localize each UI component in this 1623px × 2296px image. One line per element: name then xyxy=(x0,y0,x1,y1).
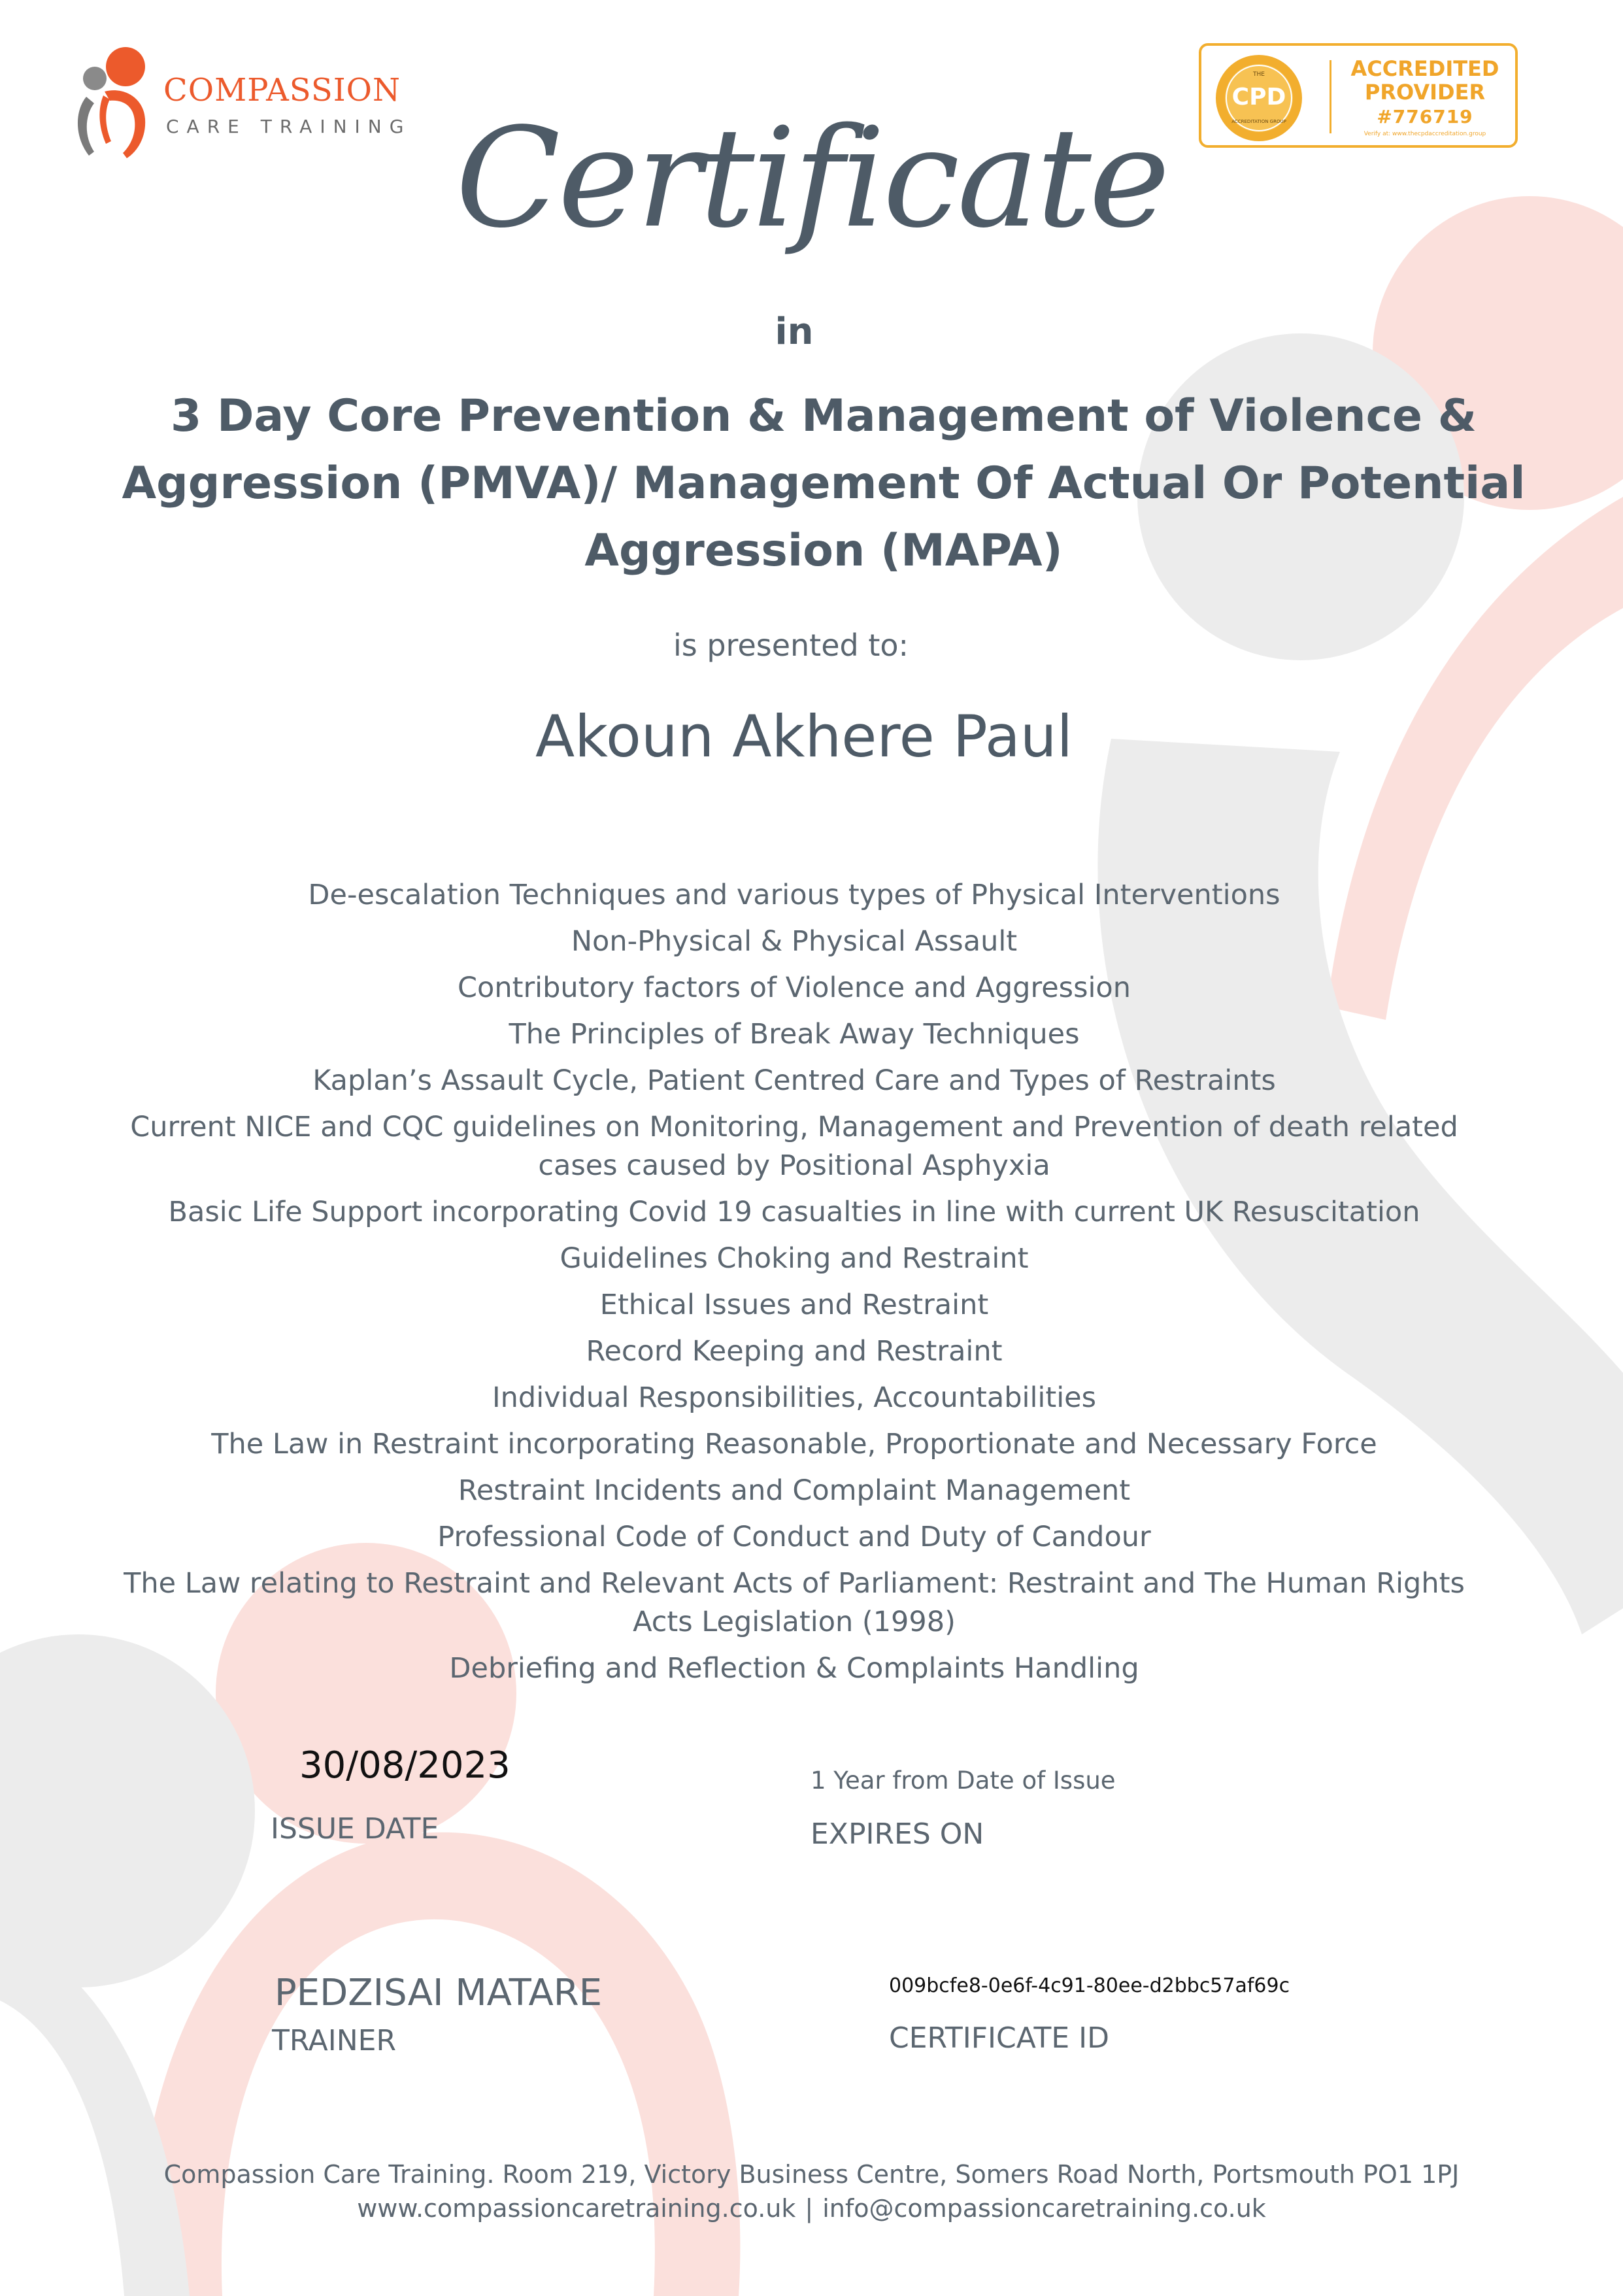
presented-to-label: is presented to: xyxy=(673,628,909,663)
in-label: in xyxy=(775,311,814,353)
badge-provider: PROVIDER xyxy=(1364,80,1486,105)
topic-item: The Law in Restraint incorporating Reasonable, Proportionate and Necessary Force xyxy=(211,1428,1377,1460)
trainer-name: PEDZISAI MATARE xyxy=(275,1972,603,2014)
expires-value: 1 Year from Date of Issue xyxy=(811,1766,1116,1795)
topic-item: Basic Life Support incorporating Covid 19 casualties in line with current UK Resuscitation xyxy=(168,1196,1420,1228)
footer-address: Compassion Care Training. Room 219, Victory Business Centre, Somers Road North, Portsmouth PO1 1PJ xyxy=(163,2160,1460,2189)
topic-item: Record Keeping and Restraint xyxy=(586,1335,1003,1368)
cpd-seal-bottom-text: ACCREDITATION GROUP xyxy=(1231,119,1286,124)
cpd-seal-text: CPD xyxy=(1231,84,1286,110)
topic-item: Current NICE and CQC guidelines on Monitoring, Management and Prevention of death related cases caused by Positional Asphyxia xyxy=(130,1111,1458,1182)
issue-date-label: ISSUE DATE xyxy=(271,1812,439,1846)
trainer-label: TRAINER xyxy=(272,2024,397,2057)
footer xyxy=(0,2157,1623,2225)
footer-separator: | xyxy=(805,2194,814,2223)
footer-email-link[interactable]: info@compassioncaretraining.co.uk xyxy=(822,2194,1266,2223)
logo-name: COMPASSION xyxy=(163,72,401,109)
badge-verify: Verify at: www.thecpdaccreditation.group xyxy=(1364,131,1486,137)
topic-item: Contributory factors of Violence and Aggression xyxy=(458,971,1131,1004)
certificate-heading: Certificate xyxy=(455,98,1168,258)
course-title: 3 Day Core Prevention & Management of Violence & Aggression (PMVA)/ Management Of Actual Or Potential Aggression (MAPA) xyxy=(122,390,1526,577)
recipient-name: Akoun Akhere Paul xyxy=(535,703,1073,770)
topic-item: Guidelines Choking and Restraint xyxy=(560,1242,1029,1275)
expires-label: EXPIRES ON xyxy=(811,1817,984,1851)
certificate-id-value: 009bcfe8-0e6f-4c91-80ee-d2bbc57af69c xyxy=(889,1974,1290,1997)
topics-list xyxy=(98,876,1490,1696)
logo-tagline: CARE TRAINING xyxy=(166,116,412,137)
topic-item: Non-Physical & Physical Assault xyxy=(571,925,1018,958)
badge-accredited: ACCREDITED xyxy=(1350,56,1499,81)
topic-item: The Principles of Break Away Techniques xyxy=(509,1018,1080,1051)
topic-item: Debriefing and Reflection & Complaints Handling xyxy=(449,1652,1139,1685)
topic-item: Individual Responsibilities, Accountabilities xyxy=(492,1381,1096,1414)
issue-date-value: 30/08/2023 xyxy=(299,1744,510,1787)
footer-contact xyxy=(0,2191,1623,2225)
topic-item: Restraint Incidents and Complaint Management xyxy=(458,1474,1131,1507)
badge-number: #776719 xyxy=(1377,106,1473,127)
topic-item: Ethical Issues and Restraint xyxy=(599,1289,989,1321)
certificate-id-label: CERTIFICATE ID xyxy=(889,2021,1109,2055)
topic-item: The Law relating to Restraint and Relevant Acts of Parliament: Restraint and The Human Rights Acts Legislation (1998) xyxy=(124,1567,1465,1638)
cpd-seal-top-text: THE xyxy=(1253,71,1265,78)
topic-item: Professional Code of Conduct and Duty of Candour xyxy=(437,1521,1151,1553)
footer-website-link[interactable]: www.compassioncaretraining.co.uk xyxy=(357,2194,796,2223)
topic-item: Kaplan’s Assault Cycle, Patient Centred Care and Types of Restraints xyxy=(312,1064,1276,1097)
topic-item: De-escalation Techniques and various types of Physical Interventions xyxy=(308,879,1280,911)
